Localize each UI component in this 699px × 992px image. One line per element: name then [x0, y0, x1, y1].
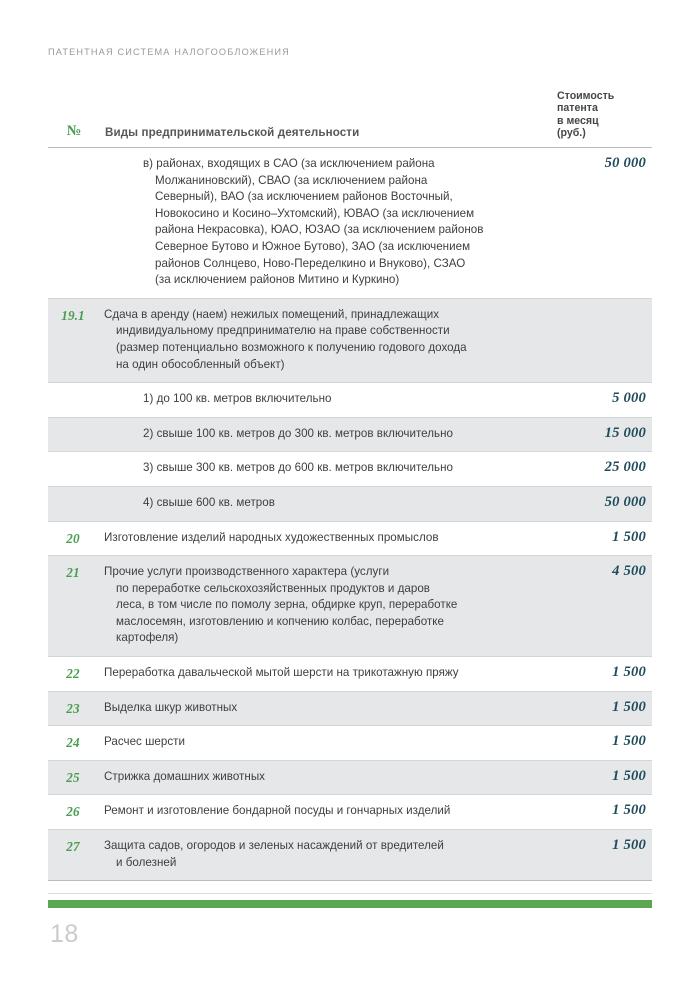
description-line: по переработке сельскохозяйственных продуктов и даров [116, 581, 430, 595]
column-header-price-line1: Стоимость [557, 90, 615, 102]
table-row [48, 383, 652, 418]
row-description [98, 556, 548, 656]
row-price: 4 500 [612, 563, 646, 580]
row-price [548, 299, 652, 306]
description-line: Выделка шкур животных [104, 700, 238, 714]
table-row [48, 761, 652, 796]
table-row [48, 556, 652, 657]
description-line: на один обособленный объект) [116, 357, 285, 371]
column-header-price-line3: в месяц [557, 114, 599, 127]
table-row [48, 795, 652, 830]
table-body [48, 147, 652, 881]
description-line: 2) свыше 100 кв. метров до 300 кв. метров включительно [143, 426, 453, 440]
description-line: индивидуальному предпринимателю на праве собственности [116, 324, 450, 338]
description-line: и болезней [116, 855, 177, 869]
row-description [98, 299, 548, 382]
row-description [98, 522, 548, 556]
description-line: Сдача в аренду (наем) нежилых помещений, принадлежащих [104, 307, 440, 321]
row-number: 23 [66, 700, 80, 716]
row-number: 22 [66, 666, 80, 682]
row-description [98, 830, 548, 880]
row-number: 21 [66, 565, 80, 581]
column-header-price [557, 90, 653, 140]
description-line: Северный), ВАО (за исключением районов Восточный, [155, 190, 453, 204]
footer-green-bar [48, 900, 652, 908]
table-row [48, 657, 652, 692]
description-line: Северное Бутово и Южное Бутово), ЗАО (за исключением [155, 239, 471, 253]
row-number [48, 148, 98, 157]
description-line: (размер потенциально возможного к получению годового дохода [116, 340, 467, 354]
column-header-price-line4: (руб.) [557, 127, 586, 140]
row-number [48, 452, 98, 461]
table-row [48, 692, 652, 727]
row-description [98, 657, 548, 691]
description-line: Защита садов, огородов и зеленых насаждений от вредителей [104, 839, 444, 853]
description-line: леса, в том числе по помолу зерна, обдирке круп, переработке [116, 598, 458, 612]
description-line: 3) свыше 300 кв. метров до 600 кв. метров включительно [143, 461, 453, 475]
row-description [98, 726, 548, 760]
description-line: Изготовление изделий народных художественных промыслов [104, 530, 439, 544]
footer-divider [48, 893, 652, 894]
row-price: 1 500 [612, 528, 646, 545]
row-price: 1 500 [612, 664, 646, 681]
description-line: маслосемян, изготовлению и копчению колбас, переработке [116, 614, 444, 628]
table-row [48, 522, 652, 557]
table-row [48, 452, 652, 487]
row-description [98, 148, 548, 298]
row-number: 25 [66, 769, 80, 785]
row-price: 15 000 [604, 424, 646, 441]
row-price: 1 500 [612, 802, 646, 819]
row-number: 26 [66, 804, 80, 820]
row-price: 50 000 [604, 493, 646, 510]
description-line: Ремонт и изготовление бондарной посуды и гончарных изделий [104, 804, 451, 818]
patent-cost-table [48, 88, 652, 869]
row-description [98, 452, 548, 486]
description-line: Молжаниновский), СВАО (за исключением района [155, 173, 428, 187]
row-price: 1 500 [612, 698, 646, 715]
table-row [48, 726, 652, 761]
row-number [48, 418, 98, 427]
description-line: в) районах, входящих в САО (за исключением района [143, 157, 435, 170]
row-number: 24 [66, 735, 80, 751]
description-line: района Некрасовка), ЮАО, ЮЗАО (за исключением районов [155, 223, 484, 237]
column-header-activity-kind: Виды предпринимательской деятельности [105, 126, 360, 139]
row-description [98, 795, 548, 829]
row-description [98, 418, 548, 452]
row-price: 1 500 [612, 733, 646, 750]
row-number: 19.1 [61, 307, 85, 323]
table-row [48, 418, 652, 453]
description-line: Расчес шерсти [104, 735, 186, 749]
row-price: 1 500 [612, 837, 646, 854]
description-line: районов Солнцево, Ново-Переделкино и Внуково), СЗАО [155, 256, 466, 270]
running-header: ПАТЕНТНАЯ СИСТЕМА НАЛОГООБЛОЖЕНИЯ [48, 47, 290, 57]
row-description [98, 487, 548, 521]
row-price: 50 000 [604, 155, 646, 171]
table-row [48, 299, 652, 383]
column-header-price-line2: патента [557, 102, 598, 115]
description-line: Новокосино и Косино–Ухтомский), ЮВАО (за исключением [155, 206, 475, 220]
column-header-number: № [66, 123, 82, 139]
row-number: 20 [66, 530, 80, 546]
table-header-row [48, 88, 652, 146]
page-number: 18 [50, 920, 79, 948]
row-number [48, 487, 98, 496]
description-line: Переработка давальческой мытой шерсти на трикотажную пряжу [104, 666, 459, 680]
description-line: 4) свыше 600 кв. метров [143, 495, 275, 509]
description-line: Стрижка домашних животных [104, 769, 265, 783]
row-number [48, 383, 98, 392]
row-price: 25 000 [604, 459, 646, 476]
row-description [98, 383, 548, 417]
description-line: Прочие услуги производственного характера (услуги [104, 565, 390, 579]
row-description [98, 761, 548, 795]
row-number: 27 [66, 839, 80, 855]
table-row [48, 487, 652, 522]
table-row [48, 830, 652, 880]
table-row [48, 148, 652, 299]
row-description [98, 692, 548, 726]
row-price: 1 500 [612, 767, 646, 784]
row-price: 5 000 [612, 390, 646, 407]
description-line: картофеля) [116, 631, 179, 645]
description-line: 1) до 100 кв. метров включительно [143, 392, 332, 406]
description-line: (за исключением районов Митино и Куркино) [155, 273, 400, 287]
